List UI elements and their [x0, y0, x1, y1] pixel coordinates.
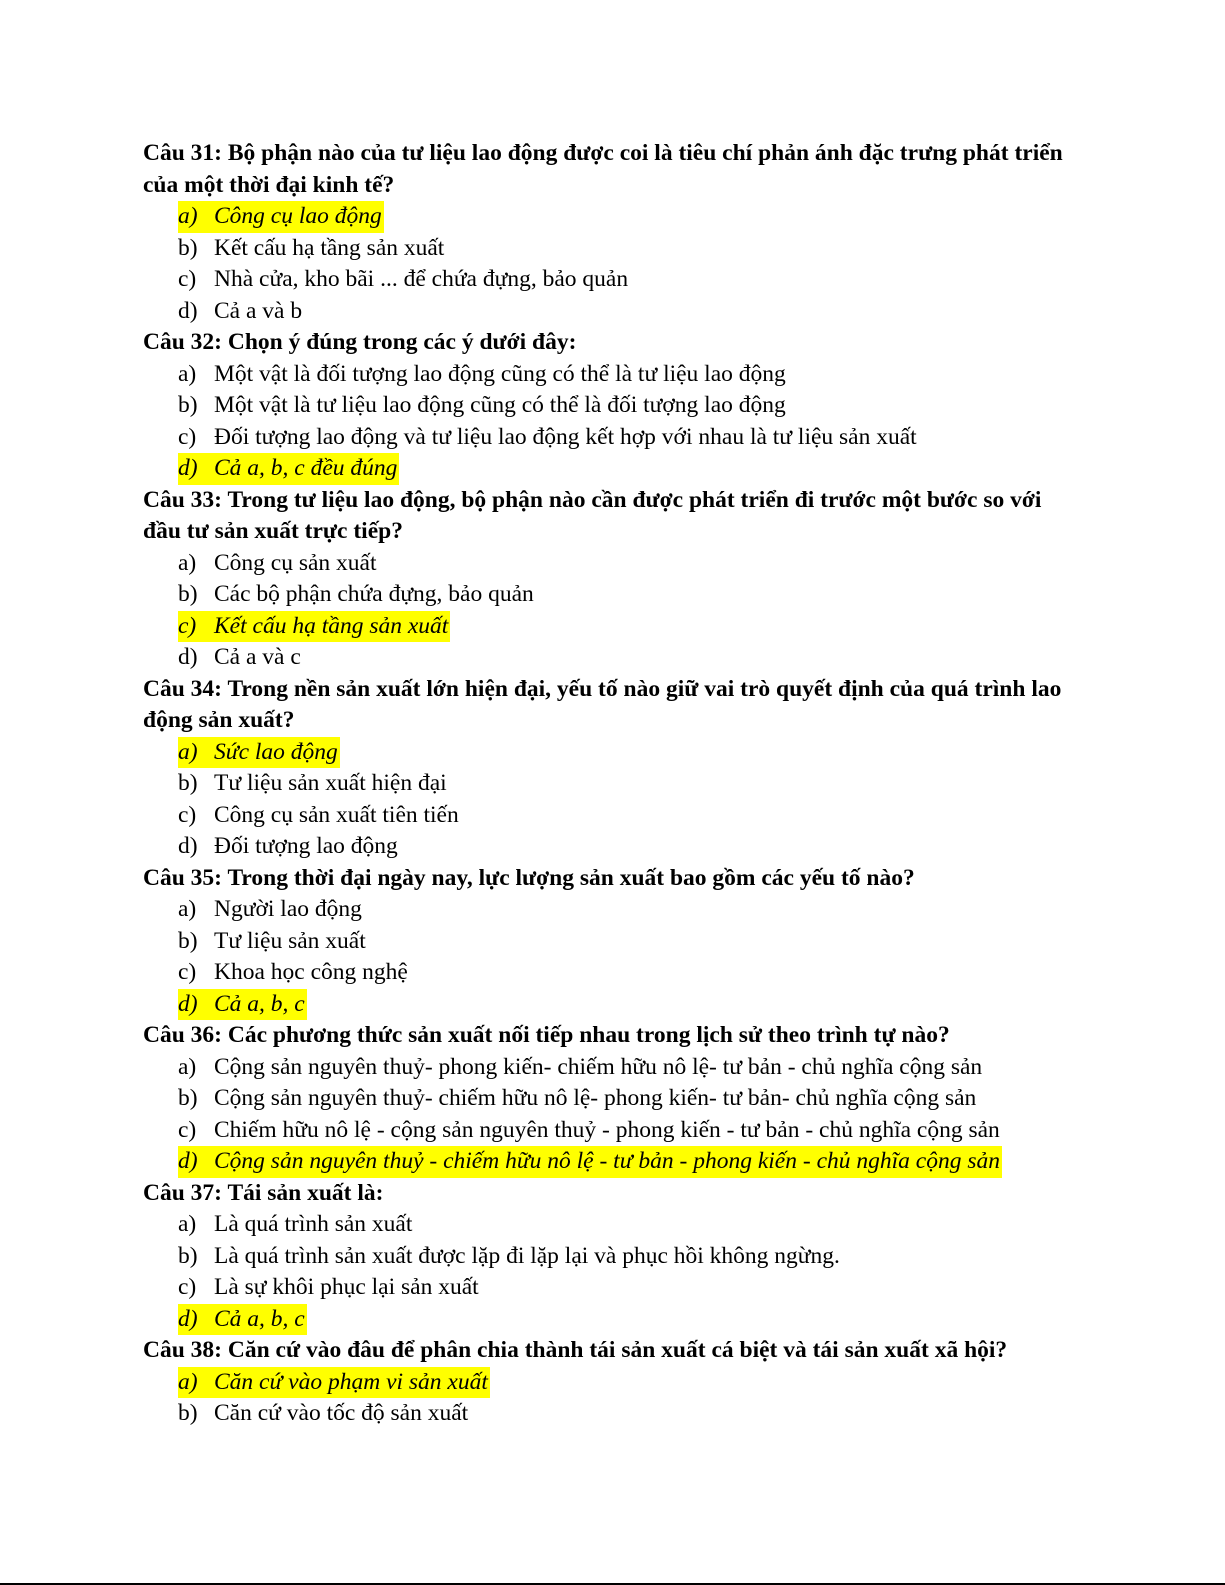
option-row — [178, 390, 788, 422]
option-row — [178, 1146, 1002, 1178]
question-text: Câu 38: Căn cứ vào đâu để phân chia thành tái sản xuất cá biệt và tái sản xuất xã hội? — [143, 1337, 1008, 1363]
option-text: Đối tượng lao động — [214, 833, 398, 859]
question-block — [143, 327, 1073, 485]
option-text: Cả a, b, c — [214, 990, 305, 1017]
option-row — [178, 642, 303, 674]
answer-option-correct — [143, 1367, 1073, 1399]
option-letter: d) — [178, 297, 198, 324]
question-text: Câu 37: Tái sản xuất là: — [143, 1179, 384, 1206]
option-row — [178, 1052, 984, 1084]
answer-option — [143, 926, 1073, 958]
option-text: Là quá trình sản xuất — [214, 1211, 413, 1237]
option-row — [178, 1083, 978, 1115]
option-letter: b) — [178, 1400, 198, 1426]
question-block — [143, 1335, 1073, 1430]
option-row — [178, 264, 630, 296]
option-letter: b) — [178, 581, 198, 607]
option-text: Một vật là tư liệu lao động cũng có thể là đối tượng lao động — [214, 392, 786, 418]
answer-option — [143, 296, 1073, 328]
option-letter: b) — [178, 234, 198, 261]
answer-option-correct — [143, 453, 1073, 485]
option-row — [178, 1304, 307, 1336]
option-letter: a) — [178, 896, 197, 922]
option-row — [178, 1209, 414, 1241]
option-row — [178, 831, 400, 863]
answer-option — [143, 1241, 1073, 1273]
option-row — [178, 579, 536, 611]
answer-option — [143, 422, 1073, 454]
answer-option — [143, 1398, 1073, 1430]
option-text: Cả a, b, c đều đúng — [214, 455, 398, 481]
option-text: Cả a và b — [214, 297, 303, 324]
question-text: Câu 35: Trong thời đại ngày nay, lực lượng sản xuất bao gồm các yếu tố nào? — [143, 864, 915, 891]
option-text: Công cụ sản xuất — [214, 549, 377, 576]
option-row — [178, 1398, 470, 1430]
option-text: Cộng sản nguyên thuỷ - chiếm hữu nô lệ - tư bản - phong kiến - chủ nghĩa cộng sản — [214, 1148, 1000, 1174]
option-text: Tư liệu sản xuất hiện đại — [214, 770, 447, 796]
option-row — [178, 1115, 1002, 1147]
question-text: Câu 32: Chọn ý đúng trong các ý dưới đây: — [143, 329, 577, 355]
option-row — [178, 768, 449, 800]
answer-option — [143, 1052, 1073, 1084]
option-text: Nhà cửa, kho bãi ... để chứa đựng, bảo quản — [214, 266, 629, 292]
option-row — [178, 201, 384, 233]
option-row — [178, 1241, 842, 1273]
option-letter: a) — [178, 1211, 197, 1237]
option-row — [178, 737, 340, 769]
question-block — [143, 138, 1073, 327]
option-letter: a) — [178, 203, 198, 229]
option-letter: a) — [178, 549, 197, 576]
option-row — [178, 422, 919, 454]
answer-option-correct — [143, 1304, 1073, 1336]
option-letter: d) — [178, 1148, 198, 1174]
answer-option — [143, 800, 1073, 832]
option-letter: b) — [178, 1242, 198, 1269]
option-letter: d) — [178, 455, 198, 481]
question-text: Câu 33: Trong tư liệu lao động, bộ phận nào cần được phát triển đi trước một bước so với đầu tư sản xuất trực tiếp? — [143, 486, 1042, 544]
option-letter: b) — [178, 1085, 198, 1111]
option-text: Khoa học công nghệ — [214, 959, 408, 985]
option-letter: c) — [178, 266, 197, 292]
answer-option — [143, 548, 1073, 580]
option-text: Cả a và c — [214, 644, 301, 670]
option-letter: c) — [178, 959, 197, 985]
option-row — [178, 453, 399, 485]
question-text: Câu 31: Bộ phận nào của tư liệu lao động được coi là tiêu chí phản ánh đặc trưng phát triển của một thời đại kinh tế? — [143, 140, 1063, 198]
question-block — [143, 1178, 1073, 1336]
question-block — [143, 863, 1073, 1021]
answer-option-correct — [143, 989, 1073, 1021]
answer-option — [143, 1209, 1073, 1241]
option-row — [178, 548, 379, 580]
option-text: Người lao động — [214, 896, 362, 922]
option-row — [178, 926, 368, 958]
option-row — [178, 359, 788, 391]
question-block — [143, 485, 1073, 674]
question-block — [143, 674, 1073, 863]
option-letter: c) — [178, 1274, 197, 1300]
option-text: Tư liệu sản xuất — [214, 927, 366, 954]
option-letter: a) — [178, 1053, 197, 1080]
option-row — [178, 894, 364, 926]
answer-option-correct — [143, 201, 1073, 233]
question-text: Câu 34: Trong nền sản xuất lớn hiện đại, yếu tố nào giữ vai trò quyết định của quá trình lao động sản xuất? — [143, 675, 1062, 733]
option-letter: c) — [178, 612, 197, 639]
answer-option-correct — [143, 611, 1073, 643]
answer-option — [143, 1083, 1073, 1115]
option-text: Công cụ lao động — [214, 203, 382, 229]
option-text: Căn cứ vào tốc độ sản xuất — [214, 1400, 469, 1426]
answer-option — [143, 1115, 1073, 1147]
option-letter: a) — [178, 360, 197, 387]
option-text: Đối tượng lao động và tư liệu lao động kết hợp với nhau là tư liệu sản xuất — [214, 423, 917, 450]
option-text: Căn cứ vào phạm vi sản xuất — [214, 1368, 488, 1395]
option-text: Là quá trình sản xuất được lặp đi lặp lại và phục hồi không ngừng. — [214, 1242, 840, 1269]
option-letter: d) — [178, 990, 198, 1017]
answer-option — [143, 957, 1073, 989]
option-row — [178, 611, 450, 643]
option-letter: d) — [178, 644, 198, 670]
option-letter: c) — [178, 801, 197, 828]
option-text: Kết cấu hạ tầng sản xuất — [214, 234, 445, 261]
option-text: Chiếm hữu nô lệ - cộng sản nguyên thuỷ - phong kiến - tư bản - chủ nghĩa cộng sản — [214, 1116, 1000, 1143]
option-letter: b) — [178, 770, 198, 796]
answer-option — [143, 390, 1073, 422]
answer-option — [143, 359, 1073, 391]
option-row — [178, 1272, 481, 1304]
quiz-document — [143, 138, 1073, 1430]
option-letter: b) — [178, 392, 198, 418]
option-text: Công cụ sản xuất tiên tiến — [214, 801, 459, 828]
option-letter: d) — [178, 833, 198, 859]
option-letter: a) — [178, 1368, 198, 1395]
answer-option — [143, 233, 1073, 265]
option-letter: b) — [178, 927, 198, 954]
answer-option — [143, 768, 1073, 800]
answer-option — [143, 894, 1073, 926]
option-row — [178, 800, 461, 832]
question-block — [143, 1020, 1073, 1178]
answer-option — [143, 831, 1073, 863]
option-text: Một vật là đối tượng lao động cũng có thể là tư liệu lao động — [214, 360, 786, 387]
option-text: Sức lao động — [214, 738, 338, 765]
option-row — [178, 1367, 490, 1399]
answer-option — [143, 1272, 1073, 1304]
option-letter: d) — [178, 1305, 198, 1332]
option-letter: c) — [178, 1116, 197, 1143]
option-row — [178, 233, 446, 265]
option-letter: a) — [178, 738, 198, 765]
option-letter: c) — [178, 423, 197, 450]
option-text: Cộng sản nguyên thuỷ- chiếm hữu nô lệ- phong kiến- tư bản- chủ nghĩa cộng sản — [214, 1085, 977, 1111]
answer-option — [143, 642, 1073, 674]
answer-option — [143, 264, 1073, 296]
option-row — [178, 989, 307, 1021]
option-row — [178, 957, 410, 989]
option-text: Kết cấu hạ tầng sản xuất — [214, 612, 449, 639]
option-text: Các bộ phận chứa đựng, bảo quản — [214, 581, 534, 607]
question-text: Câu 36: Các phương thức sản xuất nối tiếp nhau trong lịch sử theo trình tự nào? — [143, 1022, 950, 1048]
answer-option — [143, 579, 1073, 611]
option-text: Là sự khôi phục lại sản xuất — [214, 1274, 479, 1300]
answer-option-correct — [143, 1146, 1073, 1178]
option-text: Cả a, b, c — [214, 1305, 305, 1332]
answer-option-correct — [143, 737, 1073, 769]
option-row — [178, 296, 304, 328]
option-text: Cộng sản nguyên thuỷ- phong kiến- chiếm hữu nô lệ- tư bản - chủ nghĩa cộng sản — [214, 1053, 983, 1080]
